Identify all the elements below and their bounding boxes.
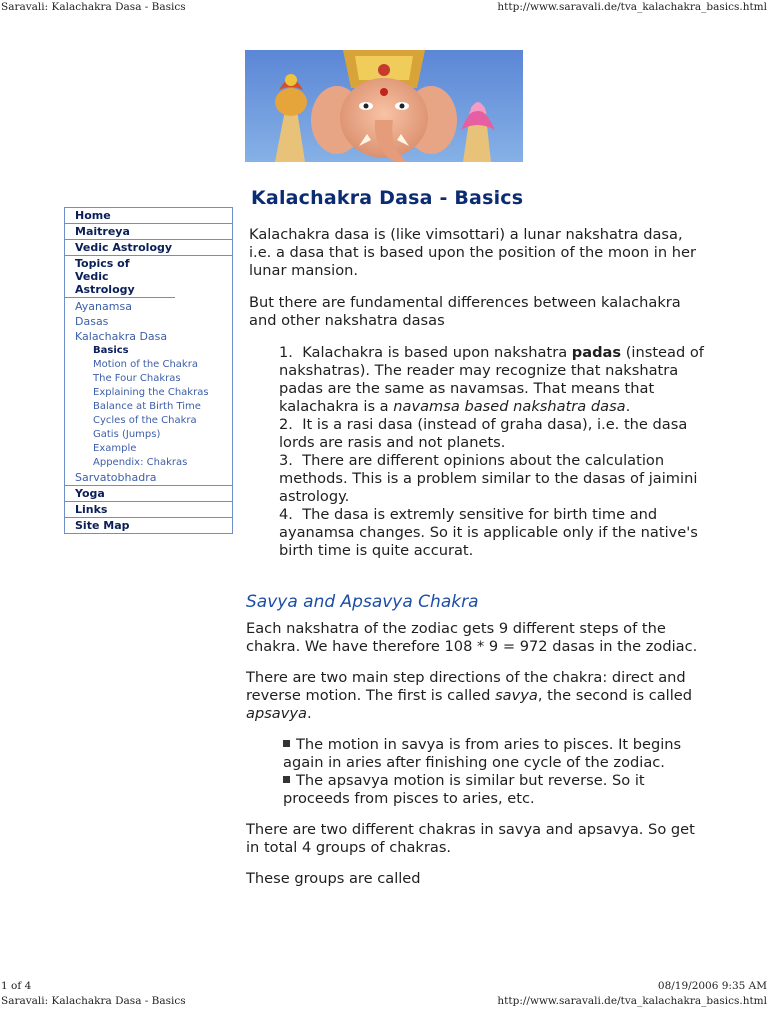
bullet-square-icon [283, 776, 290, 783]
intro-paragraph: Kalachakra dasa is (like vimsottari) a lunar nakshatra dasa, i.e. a dasa that is based upon the position of the moon in her lunar mansion. [249, 226, 696, 279]
nav-item-topics[interactable]: Topics of Vedic Astrology [65, 256, 175, 298]
list-text: Kalachakra is based upon nakshatra [302, 344, 572, 361]
print-header-url: http://www.saravali.de/tva_kalachakra_basics.html [497, 1, 767, 13]
print-footer-url: http://www.saravali.de/tva_kalachakra_basics.html [497, 995, 767, 1007]
list-item [279, 452, 709, 506]
list-item [279, 344, 709, 416]
nav-subitem-explaining[interactable]: Explaining the Chakras [93, 387, 209, 398]
article-section [246, 620, 709, 901]
list-number: 4. [279, 506, 293, 523]
print-datetime: 08/19/2006 9:35 AM [657, 980, 767, 992]
bullet-item [283, 772, 709, 808]
print-header [1, 1, 767, 15]
bullet-text: The apsavya motion is similar but reverse. So it proceeds from pisces to aries, etc. [283, 772, 645, 807]
paragraph-text: There are two main step directions of the chakra: direct and reverse motion. The first is called [246, 669, 686, 704]
section-paragraph: Each nakshatra of the zodiac gets 9 different steps of the chakra. We have therefore 108 * 9 = 972 dasas in the zodiac. [246, 620, 698, 655]
page-title: Kalachakra Dasa - Basics [251, 187, 524, 209]
paragraph-italic: savya [495, 687, 538, 704]
nav-subitem-gatis[interactable]: Gatis (Jumps) [93, 429, 161, 440]
differences-paragraph: But there are fundamental differences between kalachakra and other nakshatra dasas [249, 294, 681, 329]
print-footer-title: Saravali: Kalachakra Dasa - Basics [1, 995, 186, 1007]
list-text: (instead of nakshatras). The reader may recognize that nakshatra padas are the same as navamsas. That means that kalachakra is a [279, 344, 704, 415]
section-heading: Savya and Apsavya Chakra [246, 592, 479, 612]
paragraph-text: , the second is called [537, 687, 693, 704]
differences-list [279, 344, 709, 560]
nav-subitem-basics[interactable]: Basics [93, 345, 129, 356]
nav-item-maitreya[interactable]: Maitreya [65, 224, 232, 240]
ganesha-illustration [245, 50, 523, 162]
print-page-number: 1 of 4 [1, 980, 32, 992]
nav-item-yoga[interactable]: Yoga [65, 486, 232, 502]
nav-item-dasas[interactable]: Dasas [75, 315, 109, 328]
nav-item-home[interactable]: Home [65, 208, 232, 224]
print-footer-top [1, 980, 767, 994]
article-intro [249, 226, 709, 560]
nav-item-sarvatobhadra[interactable]: Sarvatobhadra [65, 470, 232, 486]
sidebar-nav [64, 207, 233, 534]
section-paragraph [246, 669, 709, 723]
section-paragraph: There are two different chakras in savya and apsavya. So get in total 4 groups of chakras. [246, 821, 695, 856]
list-text-bold: padas [571, 344, 622, 361]
nav-subitem-appendix[interactable]: Appendix: Chakras [93, 457, 188, 468]
list-text-italic: navamsa based nakshatra dasa [393, 398, 626, 415]
nav-subitem-four-chakras[interactable]: The Four Chakras [93, 373, 181, 384]
list-text: The dasa is extremly sensitive for birth time and ayanamsa changes. So it is applicable only if the native's birth time is quite accurat. [279, 506, 698, 559]
paragraph-text: . [306, 705, 312, 722]
nav-subitem-motion[interactable]: Motion of the Chakra [93, 359, 198, 370]
list-number: 2. [279, 416, 293, 433]
nav-subitem-balance[interactable]: Balance at Birth Time [93, 401, 201, 412]
nav-item-ayanamsa[interactable]: Ayanamsa [75, 300, 132, 313]
list-number: 3. [279, 452, 293, 469]
list-text: . [625, 398, 631, 415]
print-header-title: Saravali: Kalachakra Dasa - Basics [1, 1, 186, 13]
bullet-square-icon [283, 740, 290, 747]
nav-item-kalachakra-dasa[interactable]: Kalachakra Dasa [75, 330, 168, 343]
nav-subitem-example[interactable]: Example [93, 443, 137, 454]
list-text: It is a rasi dasa (instead of graha dasa), i.e. the dasa lords are rasis and not planets. [279, 416, 688, 451]
section-paragraph: These groups are called [246, 870, 421, 887]
list-item [279, 506, 709, 560]
nav-subitem-cycles[interactable]: Cycles of the Chakra [93, 415, 197, 426]
list-item [279, 416, 709, 452]
ganesha-banner-image [245, 50, 523, 162]
nav-item-site-map[interactable]: Site Map [75, 519, 130, 532]
list-text: There are different opinions about the calculation methods. This is a problem similar to the dasas of jaimini astrology. [279, 452, 698, 505]
nav-item-links[interactable]: Links [65, 502, 232, 518]
motion-bullets [283, 736, 709, 808]
paragraph-italic: apsavya [246, 705, 307, 722]
bullet-item [283, 736, 709, 772]
print-footer-bottom [1, 995, 767, 1009]
list-number: 1. [279, 344, 293, 361]
bullet-text: The motion in savya is from aries to pisces. It begins again in aries after finishing one cycle of the zodiac. [283, 736, 682, 771]
nav-item-vedic-astrology[interactable]: Vedic Astrology [65, 240, 232, 256]
